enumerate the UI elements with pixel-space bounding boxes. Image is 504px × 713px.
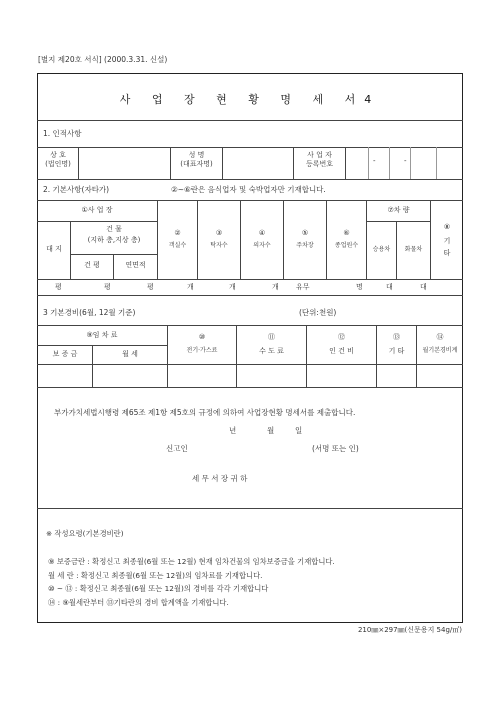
unit-tables: 개 [229, 283, 236, 291]
water-label: 수 도 료 [259, 347, 284, 355]
building-floors: (지하 층,지상 층) [87, 236, 141, 244]
tables-label: 탁자수 [210, 242, 228, 249]
rooms-num: ② [174, 229, 181, 237]
etc-field[interactable] [377, 365, 416, 386]
workplace-header: ①사 업 장 [81, 206, 113, 214]
recipient-line: 세 무 서 장 귀 하 [192, 474, 248, 483]
rooms-label: 객실수 [168, 242, 187, 249]
instruction-item: ⑭ : ⑨월세란부터 ⑬기타란의 경비 합계액을 기재합니다. [48, 598, 229, 607]
vehicles-header: ⑦차 량 [387, 206, 410, 214]
instruction-item: ⑩ ~ ⑬ : 확정신고 최종월(6월 또는 12월)의 경비를 각각 기재합니다 [48, 584, 269, 593]
bizno-dash-2: - [404, 157, 407, 165]
deposit-label: 보 증 금 [52, 350, 78, 358]
sec3-bottom [37, 387, 463, 388]
etc-label: 기 타 [388, 347, 405, 355]
labor-label: 인 건 비 [329, 347, 354, 355]
unit-employees: 명 [356, 283, 363, 291]
rent-header: ⑨임 차 료 [86, 331, 118, 339]
tables-num: ③ [215, 229, 223, 237]
land-label: 대 지 [46, 245, 62, 253]
water-num: ⑪ [268, 333, 275, 341]
truck-label: 화물차 [404, 246, 423, 253]
instruction-item: 월 세 란 : 확정신고 최종월(6월 또는 12월)의 임차료를 기재합니다. [48, 571, 263, 580]
chairs-num: ④ [258, 229, 266, 237]
rep-name-sub: (대표자명) [180, 160, 213, 168]
other-num: ⑧ [443, 223, 451, 231]
parking-label: 주차장 [296, 242, 314, 249]
rep-name-field[interactable] [223, 148, 292, 178]
sec3-unit-note: (단위:천원) [299, 308, 337, 317]
sec2-units-top [37, 279, 463, 280]
utilities-num: ⑩ [198, 333, 206, 341]
unit-parking: 유무 [296, 283, 310, 291]
trade-name-label: 상 호 [50, 151, 66, 159]
form-header-note: [별지 제20호 서식] (2000.3.31. 신설) [38, 55, 168, 64]
passenger-car-label: 승용차 [372, 246, 391, 253]
unit-truck: 대 [420, 283, 427, 291]
sec2-heading: 2. 기본사항(자타가) [43, 185, 110, 194]
other-label-1: 기 [443, 237, 451, 245]
reporter-label: 신고인 [166, 444, 188, 453]
building-label: 건 물 [106, 225, 122, 233]
sec1-bottom [37, 179, 463, 180]
deposit-field[interactable] [38, 365, 92, 386]
unit-passenger-car: 대 [386, 283, 393, 291]
sec1-heading: 1. 인적사항 [43, 129, 82, 138]
bizno-label: 사 업 자 [307, 151, 332, 159]
etc-num: ⑬ [393, 333, 400, 341]
labor-num: ⑫ [338, 333, 345, 341]
declaration-statement: 부가가치세법시행령 제65조 제1항 제5호의 규정에 의하여 사업장현황 명세서를 제출합니다. [54, 408, 356, 417]
declaration-bottom [37, 508, 463, 509]
unit-chairs: 개 [272, 283, 279, 291]
sec2-bottom [37, 295, 463, 296]
floor-area-label: 연면적 [125, 261, 146, 269]
labor-field[interactable] [307, 365, 376, 386]
utilities-label: 전기·가스료 [186, 347, 218, 354]
monthly-rent-label: 월 세 [122, 350, 138, 358]
date-year: 년 [229, 426, 237, 435]
utilities-field[interactable] [168, 365, 236, 386]
instruction-item: ⑨ 보증금란 : 확정신고 최종월(6월 또는 12월) 현재 임차건물의 임차보증금을 기재합니다. [48, 557, 335, 566]
employees-label: 종업원수 [334, 242, 359, 249]
water-field[interactable] [237, 365, 306, 386]
unit-land: 평 [55, 283, 62, 291]
employees-num: ⑥ [343, 229, 350, 237]
parking-num: ⑤ [301, 229, 309, 237]
unit-floor-area: 평 [147, 283, 154, 291]
date-month: 월 [267, 426, 275, 435]
trade-name-sub: (법인명) [45, 160, 71, 168]
total-num: ⑭ [436, 333, 444, 341]
sec3-heading: 3 기본경비(6월, 12월 기준) [43, 308, 136, 317]
signature-label: (서명 또는 인) [312, 444, 359, 453]
sec2-note: ②~⑥란은 음식업자 및 숙박업자만 기재합니다. [171, 185, 326, 194]
unit-building-area: 평 [104, 283, 111, 291]
instructions-heading: ※ 작성요령(기본경비란) [46, 529, 124, 538]
unit-rooms: 개 [187, 283, 194, 291]
sec3-top [37, 325, 463, 326]
form-title: 사 업 장 현 황 명 세 서4 [119, 93, 381, 106]
title-divider [37, 120, 463, 121]
bizno-dash-1: - [373, 157, 376, 165]
trade-name-field[interactable] [79, 148, 169, 178]
bizno-sub: 등록번호 [305, 160, 334, 168]
building-area-label: 건 평 [84, 261, 100, 269]
paper-spec: 210㎜×297㎜(신문용지 54g/㎡) [357, 626, 462, 634]
monthly-rent-field[interactable] [93, 365, 167, 386]
total-field[interactable] [417, 365, 462, 386]
rep-name-label: 성 명 [188, 151, 205, 159]
total-label: 월기본경비계 [422, 347, 458, 354]
date-day: 일 [295, 426, 303, 435]
sec2-top [37, 200, 463, 201]
chairs-label: 의자수 [253, 242, 271, 249]
other-label-2: 타 [443, 249, 451, 257]
